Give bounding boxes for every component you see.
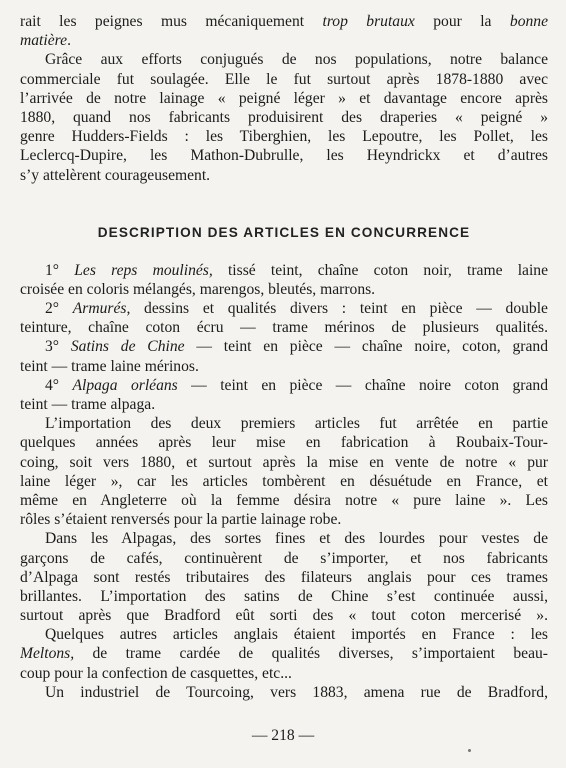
text-line: même en Angleterre où la femme désira notre « pure laine ». Les	[20, 491, 548, 509]
text-run: — teint en pièce — chaîne noire coton grand	[177, 376, 548, 394]
text-line: d’Alpaga sont restés tributaires des filateurs anglais pour ces trames	[20, 568, 548, 586]
list-item	[20, 261, 548, 280]
text-line: coing, soit vers 1880, et surtout après la mise en vente de notre « pur	[20, 453, 548, 471]
item-number: 2°	[45, 300, 60, 318]
text-run: rait les peignes mus mécaniquement	[20, 13, 323, 30]
text-line	[20, 31, 548, 50]
text-run: dessins et qualités divers : teint en pièce — double	[130, 300, 548, 318]
text-line: 1880, quand nos fabricants produisirent des draperies « peigné »	[20, 108, 548, 126]
text-line	[20, 12, 548, 31]
text-run: tissé teint, chaîne coton noir, trame laine	[212, 261, 548, 279]
text-line: commerciale fut soulagée. Elle le fut surtout après 1878-1880 avec	[20, 70, 548, 88]
text-line: s’y attelèrent courageusement.	[20, 166, 211, 184]
text-line: Leclercq-Dupire, les Mathon-Dubrulle, les Heyndrickx et d’autres	[20, 147, 548, 165]
italic-text: Les reps moulinés,	[74, 261, 213, 279]
text-line: laine léger », car les articles tombèrent en désuétude en France, et	[20, 472, 548, 490]
text-line: Un industriel de Tourcoing, vers 1883, amena rue de Bradford,	[45, 683, 548, 701]
item-number: 3°	[45, 338, 60, 356]
page-body	[20, 12, 548, 702]
text-line: teint — trame laine mérinos.	[20, 357, 199, 375]
list-item	[20, 376, 548, 395]
list-item	[20, 337, 548, 356]
text-line: brillantes. L’importation des satins de Chine s’est continuée aussi,	[20, 587, 548, 605]
italic-text: matière	[20, 32, 68, 50]
italic-text: Satins de Chine	[70, 338, 185, 356]
text-line: teinture, chaîne coton écru — trame mérinos de plusieurs qualités.	[20, 319, 548, 337]
italic-text: bonne	[509, 13, 548, 30]
section-heading: DESCRIPTION DES ARTICLES EN CONCURRENCE	[97, 224, 471, 240]
text-run: .	[67, 32, 71, 50]
text-line: Grâce aux efforts conjugués de nos populations, notre balance	[45, 51, 548, 69]
text-run: pour la	[414, 13, 510, 30]
text-line: rôles s’étaient renversés pour la partie lainage robe.	[20, 511, 342, 529]
italic-text: Armurés,	[72, 300, 131, 318]
list-item	[20, 299, 548, 318]
text-run: de trame cardée de qualités diverses, s’importaient beau-	[74, 645, 548, 663]
text-line: l’arrivée de notre lainage « peigné léger » et davantage encore après	[20, 89, 548, 107]
text-line: genre Hudders-Fields : les Tiberghien, les Lepoutre, les Pollet, les	[20, 128, 548, 146]
text-line: garçons de cafés, continuèrent de s’importer, et nos fabricants	[20, 549, 548, 567]
text-line	[20, 644, 548, 663]
text-line: Quelques autres articles anglais étaient importés en France : les	[45, 626, 548, 644]
text-line: surtout après que Bradford eût sorti des « tout coton mercerisé ».	[20, 607, 548, 625]
page-number: — 218 —	[251, 727, 315, 744]
item-number: 4°	[45, 376, 60, 394]
text-run: — teint en pièce — chaîne noire, coton, grand	[184, 338, 548, 356]
paper-speck	[468, 749, 471, 752]
text-line: L’importation des deux premiers articles fut arrêtée en partie	[45, 415, 548, 433]
italic-text: trop brutaux	[322, 13, 415, 30]
text-line: teint — trame alpaga.	[20, 396, 156, 413]
text-line: Dans les Alpagas, des sortes fines et des lourdes pour vestes de	[45, 530, 548, 548]
text-line: croisée en coloris mélangés, marengos, bleutés, marrons.	[20, 280, 376, 298]
item-number: 1°	[45, 261, 60, 279]
italic-text: Meltons,	[20, 645, 75, 663]
text-line: quelques années après leur mise en fabrication à Roubaix-Tour-	[20, 434, 548, 452]
text-line: coup pour la confection de casquettes, etc...	[20, 664, 292, 682]
italic-text: Alpaga orléans	[72, 376, 178, 394]
